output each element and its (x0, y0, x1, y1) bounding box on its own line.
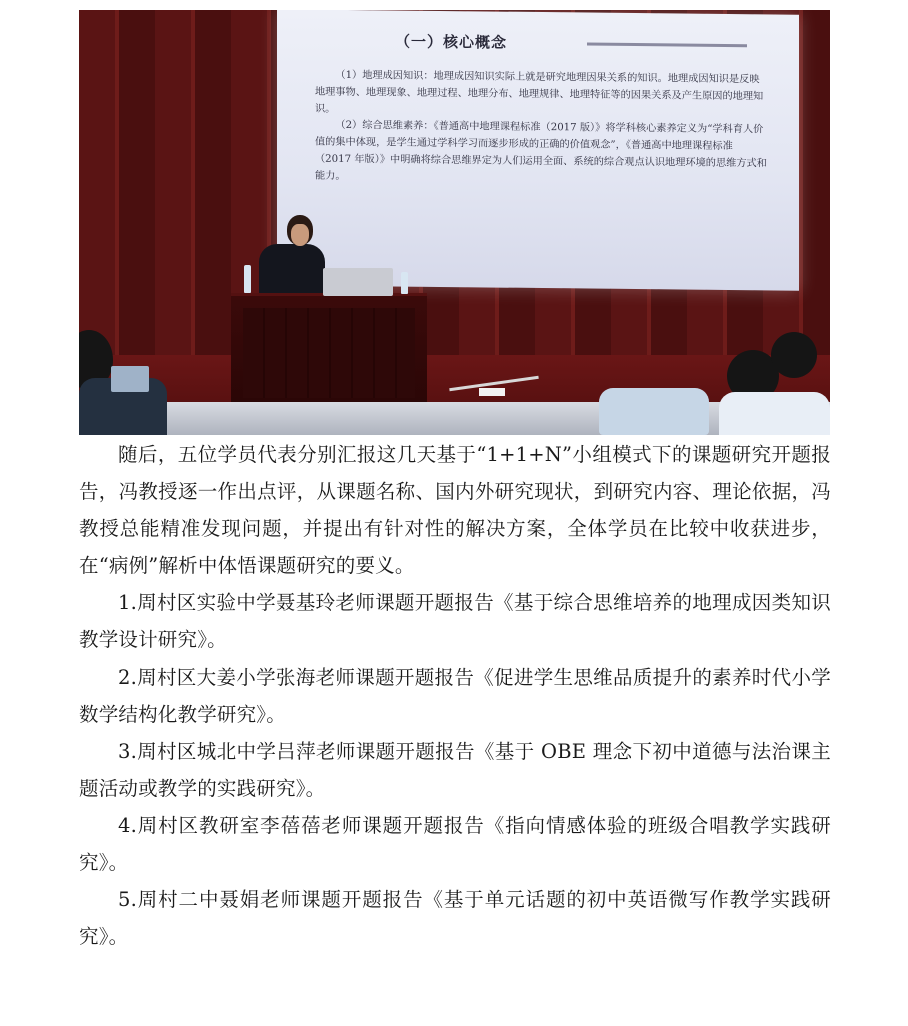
water-bottle-left (244, 265, 251, 293)
audience-desk (79, 402, 830, 435)
article-body (79, 436, 831, 955)
slide-paragraph: （2）综合思维素养：《普通高中地理课程标准（2017 版）》将学科核心素养定义为“学科育人价值的集中体现，是学生通过学科学习而逐步形成的正确的价值观念”，《普通高中地理课程标准（2017 年版）》中明确将综合思维界定为人们运用全面、系统的综合观点认识地理环境的思维方式和能力。 (315, 120, 767, 182)
water-bottle-right (401, 272, 408, 294)
slide-paragraph: （1）地理成因知识：地理成因知识实际上就是研究地理因果关系的知识。地理成因知识是反映地理事物、地理现象、地理过程、地理分布、地理规律、地理特征等的因果关系及产生原因的地理知识。 (315, 69, 764, 115)
report-item-2: 2.周村区大姜小学张海老师课题开题报告《促进学生思维品质提升的素养时代小学数学结构化教学研究》。 (79, 665, 831, 726)
speaker-face (291, 224, 309, 246)
power-strip (479, 388, 505, 396)
podium (231, 293, 427, 406)
audience-member-shirt (719, 392, 830, 435)
audience-chair (599, 388, 709, 435)
podium-front-panel (243, 308, 415, 398)
laptop-screen (111, 366, 149, 392)
intro-paragraph: 随后，五位学员代表分别汇报这几天基于“1+1+N”小组模式下的课题研究开题报告，冯教授逐一作出点评，从课题名称、国内外研究现状，到研究内容、理论依据，冯教授总能精准发现问题，并提出有针对性的解决方案，全体学员在比较中收获进步，在“病例”解析中体悟课题研究的要义。 (79, 443, 831, 578)
speaker-body (259, 244, 325, 296)
report-item-5: 5.周村二中聂娟老师课题开题报告《基于单元话题的初中英语微写作教学实践研究》。 (79, 888, 831, 949)
lecture-photo (79, 10, 830, 435)
report-item-3: 3.周村区城北中学吕萍老师课题开题报告《基于 OBE 理念下初中道德与法治课主题活动或教学的实践研究》。 (79, 739, 831, 800)
slide-heading: （一）核心概念 (395, 32, 508, 52)
report-item-4: 4.周村区教研室李蓓蓓老师课题开题报告《指向情感体验的班级合唱教学实践研究》。 (79, 813, 831, 875)
report-item-1: 1.周村区实验中学聂基玲老师课题开题报告《基于综合思维培养的地理成因类知识教学设计研究》。 (79, 591, 831, 652)
slide-body (315, 68, 767, 190)
laptop (323, 268, 393, 296)
slide-heading-rule (587, 43, 747, 48)
projection-screen (277, 10, 799, 291)
audience-member-hair (771, 332, 817, 378)
